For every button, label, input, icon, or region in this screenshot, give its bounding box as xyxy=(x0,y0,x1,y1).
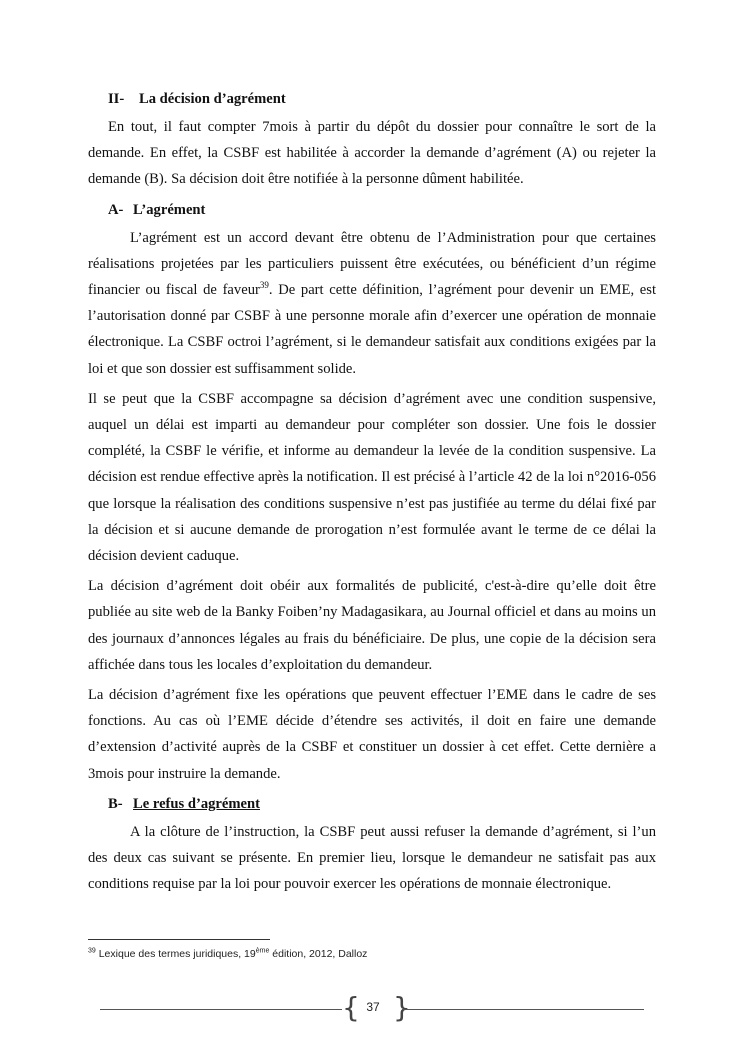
footnote xyxy=(88,948,367,960)
footnote-separator xyxy=(88,939,270,940)
page-number: 37 xyxy=(366,1000,380,1014)
paragraph-a3: La décision d’agrément doit obéir aux formalités de publicité, c'est-à-dire qu’elle doit être publiée au site web de la Banky Foiben’ny Madagasikara, au Journal officiel et dans au moins un des journaux d’annonces légales au frais du bénéficiaire. De plus, une copie de la décision sera affichée dans tous les locales d’exploitation du demandeur. xyxy=(88,578,656,673)
paragraph-a1 xyxy=(88,225,656,382)
page-footer-line-left xyxy=(100,1009,342,1010)
footnote-text-after: édition, 2012, Dalloz xyxy=(269,948,368,960)
paragraph-a2: Il se peut que la CSBF accompagne sa décision d’agrément avec une condition suspensive, auquel un délai est imparti au demandeur pour compléter son dossier. Une fois le dossier complété, la CSBF le vérifie, et informe au demandeur la levée de la condition suspensive. La décision est rendue effective après la notification. Il est précisé à l’article 42 de la loi n°2016-056 que lorsque la réalisation des conditions suspensive n’est pas justifiée au terme du délai fixé par la décision et si aucune demande de prorogation n’est formulée avant le terme de ce délai la décision devient caduque. xyxy=(88,390,656,565)
page-footer-line-right xyxy=(402,1009,644,1010)
footnote-text-before: Lexique des termes juridiques, 19 xyxy=(98,948,256,960)
section-heading-label: II- xyxy=(108,91,125,107)
subsection-b-label: B- xyxy=(108,795,123,812)
section-heading xyxy=(88,86,656,112)
subsection-heading-b xyxy=(88,791,656,817)
left-brace-icon: { xyxy=(342,991,360,1024)
subsection-b-text: Le refus d’agrément xyxy=(133,795,260,812)
subsection-a-text: L’agrément xyxy=(133,201,206,218)
paragraph-b1: A la clôture de l’instruction, la CSBF peut aussi refuser la demande d’agrément, si l’un des deux cas suivant se présente. En premier lieu, lorsque le demandeur ne satisfait pas aux conditions requise par la loi pour pouvoir exercer les opérations de monnaie électronique. xyxy=(88,823,656,893)
footnote-number: 39 xyxy=(88,947,96,955)
paragraph-a1-text-after: . De part cette définition, l’agrément pour devenir un EME, est l’autorisation donné par CSBF à une personne morale afin d’exercer une opération de monnaie électronique. La CSBF octroi l’agrément, si le demandeur satisfait aux conditions exigées par la loi et que son dossier est suffisamment solide. xyxy=(88,282,656,377)
paragraph-a1-text-before: L’agrément est un accord devant être obtenu de l’Administration pour que certaines réalisations projetées par les particuliers puissent être exécutées, ou bénéficient d’un régime financier ou fiscal de faveur xyxy=(88,229,656,299)
subsection-a-label: A- xyxy=(108,201,124,218)
footnote-reference: 39 xyxy=(259,280,269,291)
section-heading-text: La décision d’agrément xyxy=(139,91,286,107)
intro-paragraph: En tout, il faut compter 7mois à partir du dépôt du dossier pour connaître le sort de la demande. En effet, la CSBF est habilitée à accorder la demande d’agrément (A) ou rejeter la demande (B). Sa décision doit être notifiée à la personne dûment habilitée. xyxy=(88,119,656,188)
right-brace-icon: } xyxy=(393,991,411,1024)
footnote-superscript: ème xyxy=(255,947,270,955)
page-body xyxy=(88,86,656,897)
subsection-heading-a xyxy=(88,197,656,223)
paragraph-a4: La décision d’agrément fixe les opérations que peuvent effectuer l’EME dans le cadre de ses fonctions. Au cas où l’EME décide d’étendre ses activités, il doit en faire une demande d’extension d’activité auprès de la CSBF et constituer un dossier à cet effet. Cette dernière a 3mois pour instruire la demande. xyxy=(88,687,656,782)
